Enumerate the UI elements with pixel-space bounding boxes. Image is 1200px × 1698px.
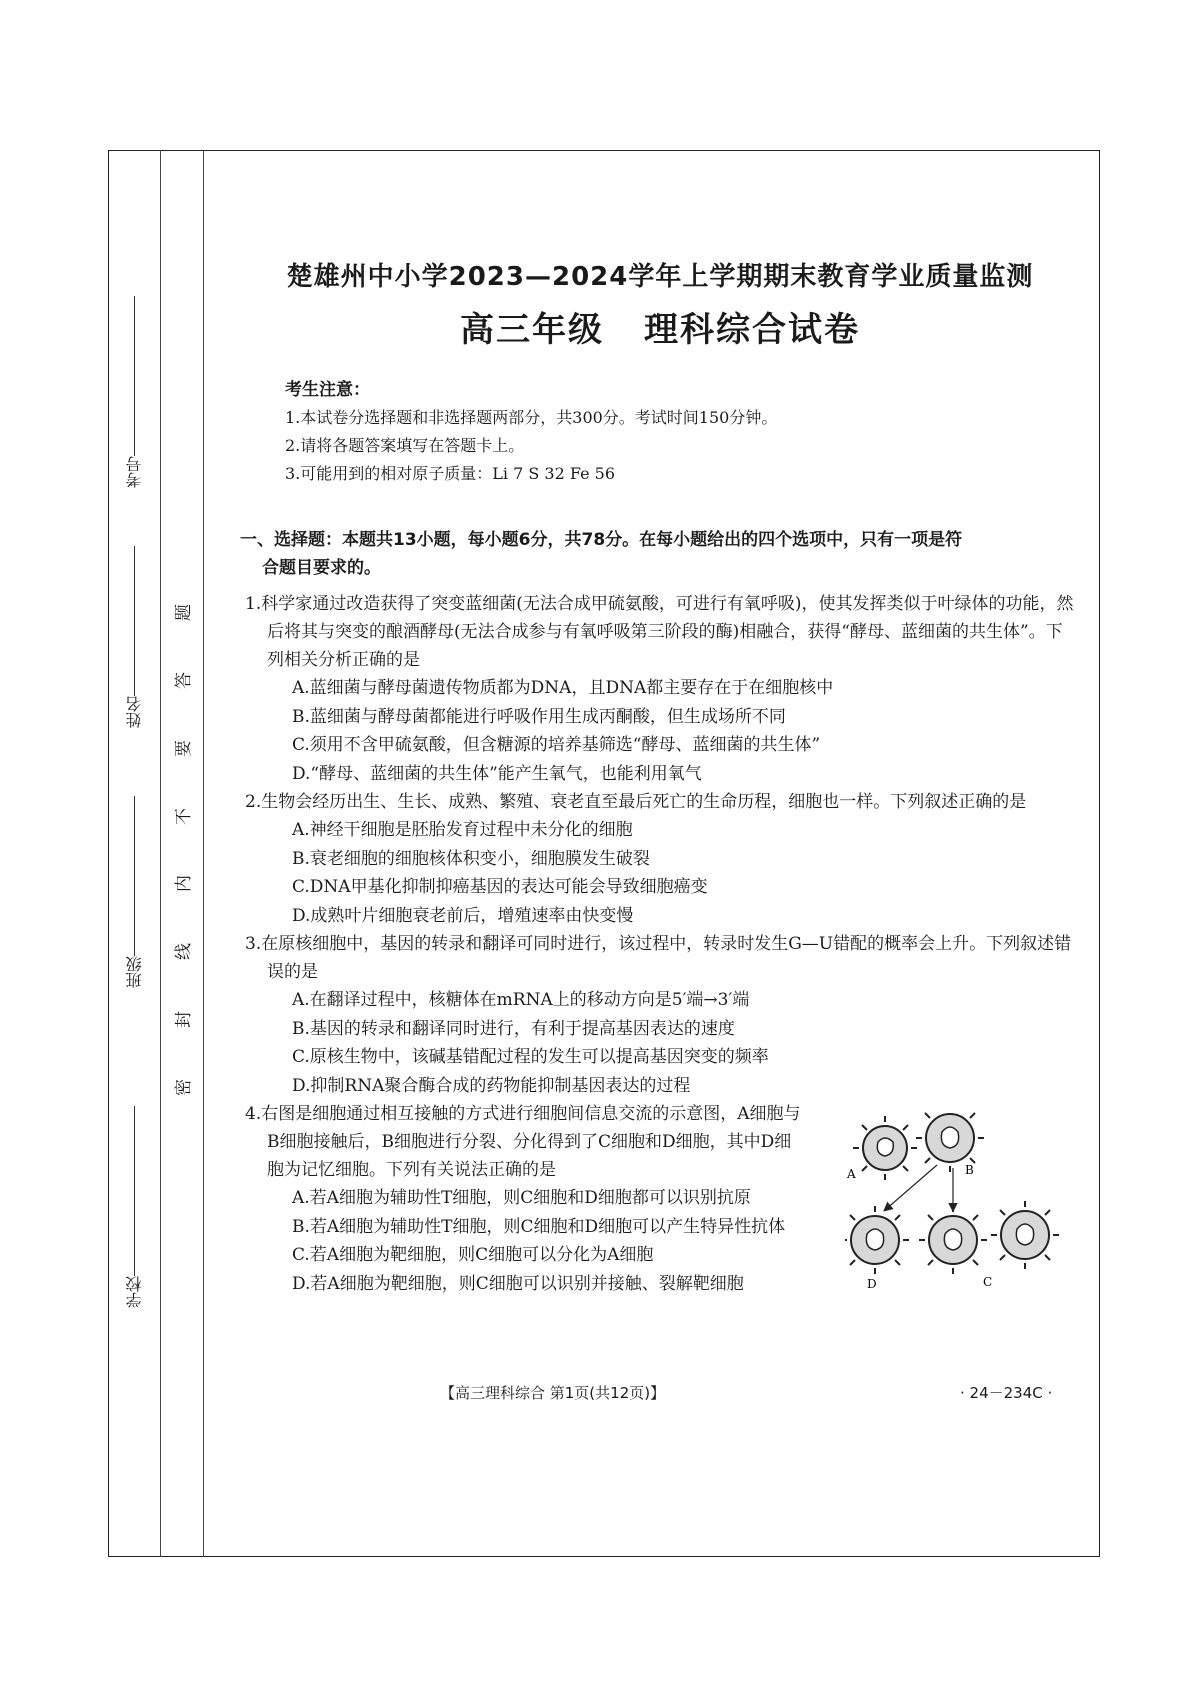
section-line: 合题目要求的。	[262, 558, 381, 578]
question-stem: 2.生物会经历出生、生长、成熟、繁殖、衰老直至最后死亡的生命历程，细胞也一样。下列叙述正确的是	[245, 792, 1027, 812]
seal-line-text	[160, 600, 203, 1100]
option-a: A.神经干细胞是胚胎发育过程中未分化的细胞	[292, 820, 633, 840]
seal-char: 要	[174, 739, 194, 757]
notice-item: 2.请将各题答案填写在答题卡上。	[285, 436, 525, 455]
question-stem: 3.在原核细胞中，基因的转录和翻译可同时进行，该过程中，转录时发生G—U错配的概率会上升。下列叙述错误的是	[245, 934, 1072, 982]
question-stem: 1.科学家通过改造获得了突变蓝细菌(无法合成甲硫氨酸，可进行有氧呼吸)，使其发挥类似于叶绿体的功能，然后将其与突变的酿酒酵母(无法合成参与有氧呼吸第三阶段的酶)相融合，获得“酵母、蓝细菌的共生体”。下列相关分析正确的是	[245, 594, 1074, 670]
seal-char: 封	[174, 1011, 194, 1029]
option-d: D.“酵母、蓝细菌的共生体”能产生氧气，也能利用氧气	[292, 763, 702, 784]
margin-divider	[203, 150, 204, 1557]
question-stem: 4.右图是细胞通过相互接触的方式进行细胞间信息交流的示意图，A细胞与B细胞接触后，B细胞进行分裂、分化得到了C细胞和D细胞，其中D细胞为记忆细胞。下列有关说法正确的是	[245, 1104, 801, 1180]
cell-c	[919, 1206, 987, 1274]
seal-char: 线	[174, 943, 194, 961]
arrow-b-to-d	[885, 1165, 937, 1210]
option-c: C.DNA甲基化抑制抑癌基因的表达可能会导致细胞癌变	[292, 877, 708, 897]
exam-subtitle	[220, 302, 1100, 351]
school-label: 学校	[124, 1276, 144, 1308]
option-b: B.蓝细菌与酵母菌都能进行呼吸作用生成丙酮酸，但生成场所不同	[292, 706, 786, 727]
cell-a	[853, 1116, 917, 1180]
cell-c-2	[991, 1201, 1059, 1269]
seal-char: 密	[174, 1078, 194, 1096]
seal-char: 题	[174, 604, 194, 621]
question-3	[245, 930, 1075, 1100]
candidate-notice	[285, 376, 777, 488]
exam-no-label: 考号	[124, 456, 144, 488]
label-c: C	[983, 1275, 993, 1289]
option-c: C.须用不含甲硫氨酸，但含糖源的培养基筛选“酵母、蓝细菌的共生体”	[292, 735, 821, 755]
option-d: D.若A细胞为靶细胞，则C细胞可以识别并接触、裂解靶细胞	[292, 1273, 744, 1294]
notice-item: 1.本试卷分选择题和非选择题两部分，共300分。考试时间150分钟。	[285, 408, 778, 427]
label-a: A	[847, 1167, 856, 1181]
grade-label: 高三年级	[460, 310, 604, 350]
seal-char: 内	[174, 875, 194, 893]
page-footer: 【高三理科综合 第1页(共12页)】	[440, 1384, 666, 1402]
option-a: A.若A细胞为辅助性T细胞，则C细胞和D细胞都可以识别抗原	[292, 1188, 751, 1208]
class-label: 班级	[124, 956, 144, 988]
seal-char: 不	[174, 807, 194, 825]
option-d: D.成熟叶片细胞衰老前后，增殖速率由快变慢	[292, 905, 634, 926]
option-a: A.在翻译过程中，核糖体在mRNA上的移动方向是5′端→3′端	[292, 990, 750, 1010]
section-heading	[240, 526, 1060, 582]
name-field	[108, 540, 160, 728]
exam-no-field	[108, 290, 160, 488]
school-field	[108, 1100, 160, 1308]
option-a: A.蓝细菌与酵母菌遗传物质都为DNA，且DNA都主要存在于在细胞核中	[292, 678, 834, 698]
option-b: B.若A细胞为辅助性T细胞，则C细胞和D细胞可以产生特异性抗体	[292, 1216, 786, 1237]
label-b: B	[965, 1163, 974, 1177]
class-field	[108, 790, 160, 988]
option-c: C.若A细胞为靶细胞，则C细胞可以分化为A细胞	[292, 1245, 654, 1265]
question-2	[245, 788, 1075, 930]
exam-title: 楚雄州中小学2023—2024学年上学期期末教育学业质量监测	[286, 262, 1034, 292]
label-d: D	[867, 1277, 877, 1291]
cell-interaction-diagram	[845, 1110, 1075, 1310]
option-b: B.基因的转录和翻译同时进行，有利于提高基因表达的速度	[292, 1018, 735, 1039]
name-label: 姓名	[124, 696, 144, 728]
option-c: C.原核生物中，该碱基错配过程的发生可以提高基因突变的频率	[292, 1047, 769, 1067]
section-line: 一、选择题：本题共13小题，每小题6分，共78分。在每小题给出的四个选项中，只有一项是符	[240, 530, 963, 550]
option-b: B.衰老细胞的细胞核体积变小，细胞膜发生破裂	[292, 848, 650, 869]
cell-d	[845, 1206, 909, 1274]
seal-char: 答	[174, 671, 194, 689]
question-1	[245, 590, 1075, 788]
notice-item: 3.可能用到的相对原子质量：Li 7 S 32 Fe 56	[285, 464, 615, 483]
paper-code: · 24－234C ·	[960, 1384, 1053, 1402]
notice-heading: 考生注意：	[285, 380, 370, 400]
option-d: D.抑制RNA聚合酶合成的药物能抑制基因表达的过程	[292, 1075, 691, 1096]
subject-label: 理科综合试卷	[644, 310, 860, 350]
